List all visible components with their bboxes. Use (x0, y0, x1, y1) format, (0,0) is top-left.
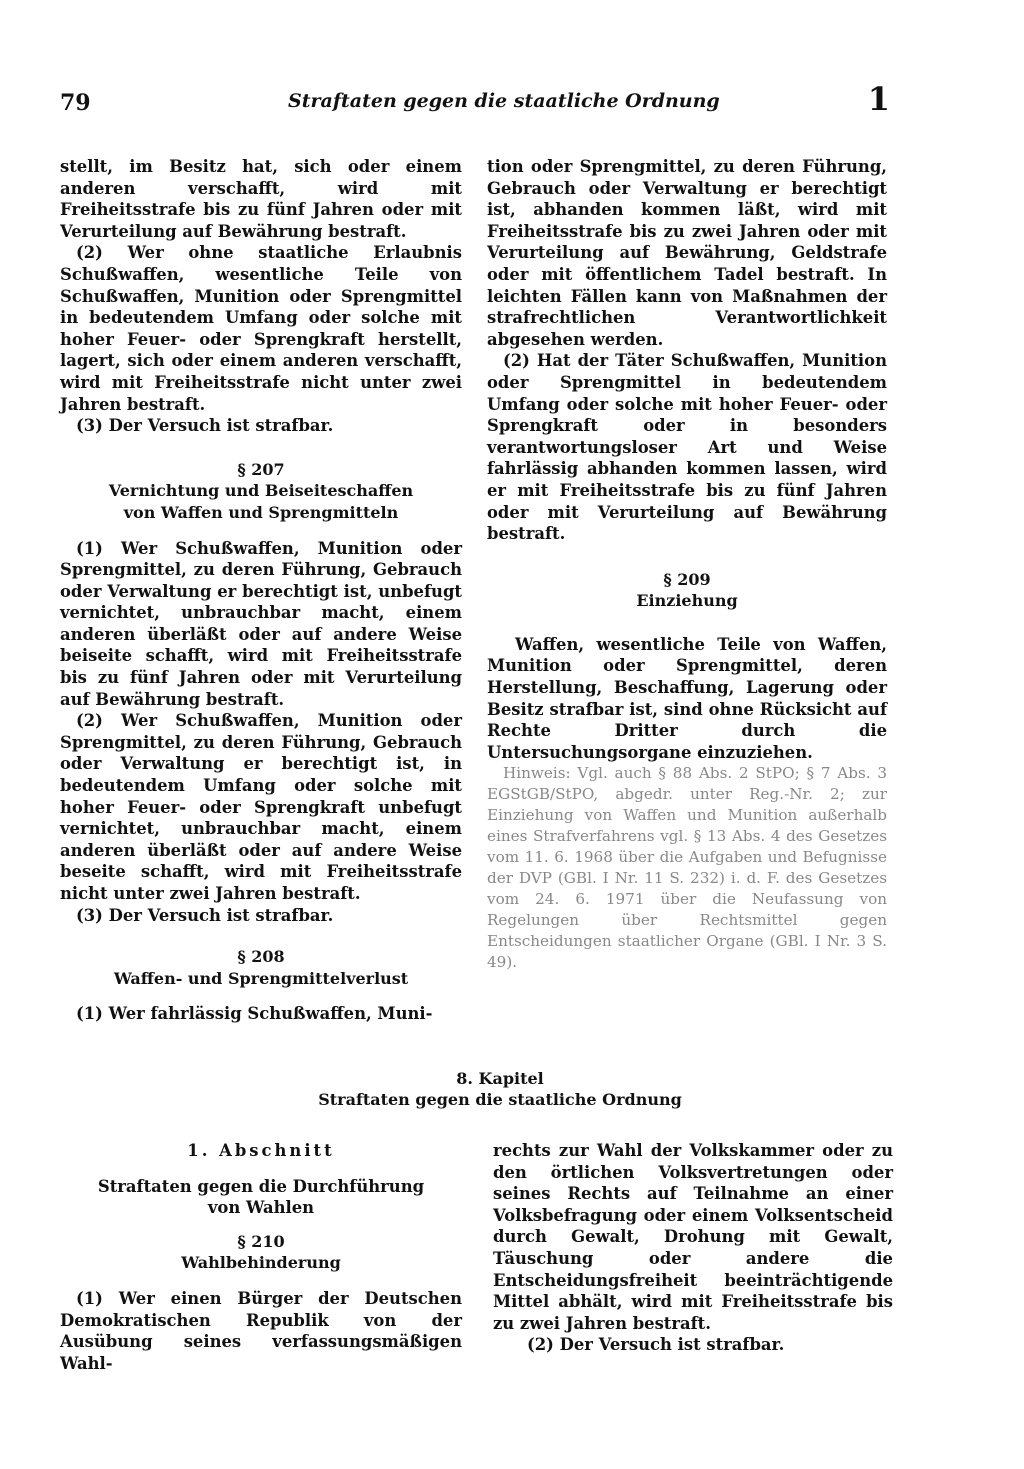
chapter-heading (240, 1068, 760, 1110)
section-number: § 208 (237, 947, 285, 967)
section-210-paragraph-1: (1) Wer einen Bürger der Deutschen Demokratischen Republik von der Ausübung seines verfassungsmäßigen Wahl- (60, 1288, 462, 1373)
running-title: Straftaten gegen die staatliche Ordnung (288, 90, 720, 112)
abschnitt-title-line-1: Straftaten gegen die Durchführung (97, 1176, 425, 1196)
paragraph-2: (2) Wer ohne staatliche Erlaubnis Schußwaffen, wesentliche Teile von Schußwaffen, Munition oder Sprengmittel in bedeutendem Umfang oder solche mit hoher Feuer- oder Sprengkraft herstellt, lagert, sich oder einem anderen verschafft, wird mit Freiheitsstrafe nicht unter zwei Jahren bestraft. (60, 243, 462, 414)
section-210-paragraph-2: (2) Der Versuch ist strafbar. (527, 1335, 785, 1355)
chapter-number: 1 (867, 80, 890, 118)
paragraph-continuation: stellt, im Besitz hat, sich oder einem anderen verschafft, wird mit Freiheitsstrafe bis zu fünf Jahren oder mit Verurteilung auf Bewährung bestraft. (60, 157, 462, 241)
page-header (60, 80, 890, 124)
section-207-heading (60, 459, 462, 524)
section-208-heading (60, 946, 462, 989)
section-number: § 210 (237, 1231, 285, 1251)
abschnitt-heading: 1. Abschnitt (187, 1141, 335, 1160)
section-208-paragraph-1: (1) Wer fahrlässig Schußwaffen, Muni- (76, 1004, 433, 1024)
section-210-continuation: rechts zur Wahl der Volkskammer oder zu den örtlichen Volksvertretungen oder seines Rechts auf Teilnahme an einer Volksbefragung oder einem Volksentscheid durch Gewalt, Drohung mit Gewalt, Täuschung oder andere die Entscheidungsfreiheit beeinträchtigende Mittel abhält, wird mit Freiheitsstrafe bis zu zwei Jahren bestraft. (493, 1141, 893, 1333)
paragraph-3: (3) Der Versuch ist strafbar. (76, 416, 334, 436)
chapter-title: Straftaten gegen die staatliche Ordnung (318, 1090, 682, 1109)
section-208-continuation: tion oder Sprengmittel, zu deren Führung, Gebrauch oder Verwaltung er berechtigt ist, abhanden kommen läßt, wird mit Freiheitsstrafe bis zu zwei Jahren oder mit Verurteilung auf Bewährung, Geldstrafe oder mit öffentlichem Tadel bestraft. In leichten Fällen kann von Maßnahmen der strafrechtlichen Verantwortlichkeit abgesehen werden. (487, 157, 887, 349)
section-207-paragraph-1: (1) Wer Schußwaffen, Munition oder Sprengmittel, zu deren Führung, Gebrauch oder Verwaltung er berechtigt ist, unbefugt vernichtet, unbrauchbar macht, einem anderen überläßt oder auf andere Weise beiseite schafft, wird mit Freiheitsstrafe bis zu fünf Jahren oder mit Verurteilung auf Bewährung bestraft. (60, 538, 462, 709)
section-title-line-2: von Waffen und Sprengmitteln (123, 502, 399, 522)
section-title: Einziehung (636, 591, 738, 611)
bottom-left-column (60, 1140, 462, 1374)
section-number: § 209 (663, 569, 711, 589)
section-207-paragraph-3: (3) Der Versuch ist strafbar. (76, 905, 334, 925)
abschnitt-title-line-2: von Wahlen (207, 1198, 315, 1218)
section-title: Waffen- und Sprengmittelverlust (113, 968, 409, 988)
section-209-paragraph: Waffen, wesentliche Teile von Waffen, Munition oder Sprengmittel, deren Herstellung, Beschaffung, Lagerung oder Besitz strafbar ist, sind ohne Rücksicht auf Rechte Dritter durch die Untersuchungsorgane einzuziehen. (487, 634, 887, 762)
section-number: § 207 (237, 459, 285, 479)
page-number: 79 (60, 90, 91, 116)
section-208-paragraph-2: (2) Hat der Täter Schußwaffen, Munition oder Sprengmittel in bedeutendem Umfang oder solche mit hoher Feuer- oder Sprengkraft oder in besonders verantwortungsloser Art und Weise fahrlässig abhanden kommen lassen, wird er mit Freiheitsstrafe bis zu fünf Jahren oder mit Verurteilung auf Bewährung bestraft. (487, 351, 887, 544)
note-hinweis: Hinweis: Vgl. auch § 88 Abs. 2 StPO; § 7 Abs. 3 EGStGB/StPO, abgedr. unter Reg.-Nr. 2; zur Einziehung von Waffen und Munition außerhalb eines Strafverfahrens vgl. § 13 Abs. 4 des Gesetzes vom 11. 6. 1968 über die Aufgaben und Befugnisse der DVP (GBl. I Nr. 11 S. 232) i. d. F. des Gesetzes vom 24. 6. 1971 über die Neufassung von Regelungen über Rechtsmittel gegen Entscheidungen staatlicher Organe (GBl. I Nr. 3 S. 49). (487, 764, 887, 972)
section-210-heading (60, 1231, 462, 1274)
section-title: Wahlbehinderung (181, 1253, 341, 1273)
section-209-heading (487, 569, 887, 612)
left-column (60, 156, 462, 1025)
right-column (487, 156, 887, 973)
section-title-line-1: Vernichtung und Beiseiteschaffen (108, 481, 414, 501)
chapter-label: 8. Kapitel (456, 1069, 544, 1088)
bottom-right-column (493, 1140, 893, 1356)
section-207-paragraph-2: (2) Wer Schußwaffen, Munition oder Sprengmittel, zu deren Führung, Gebrauch oder Verwaltung er berechtigt ist, in bedeutendem Umfang oder solche mit hoher Feuer- oder Sprengkraft unbefugt vernichtet, unbrauchbar macht, einem anderen überläßt oder auf andere Weise beseite schafft, wird mit Freiheitsstrafe nicht unter zwei Jahren bestraft. (60, 711, 462, 903)
